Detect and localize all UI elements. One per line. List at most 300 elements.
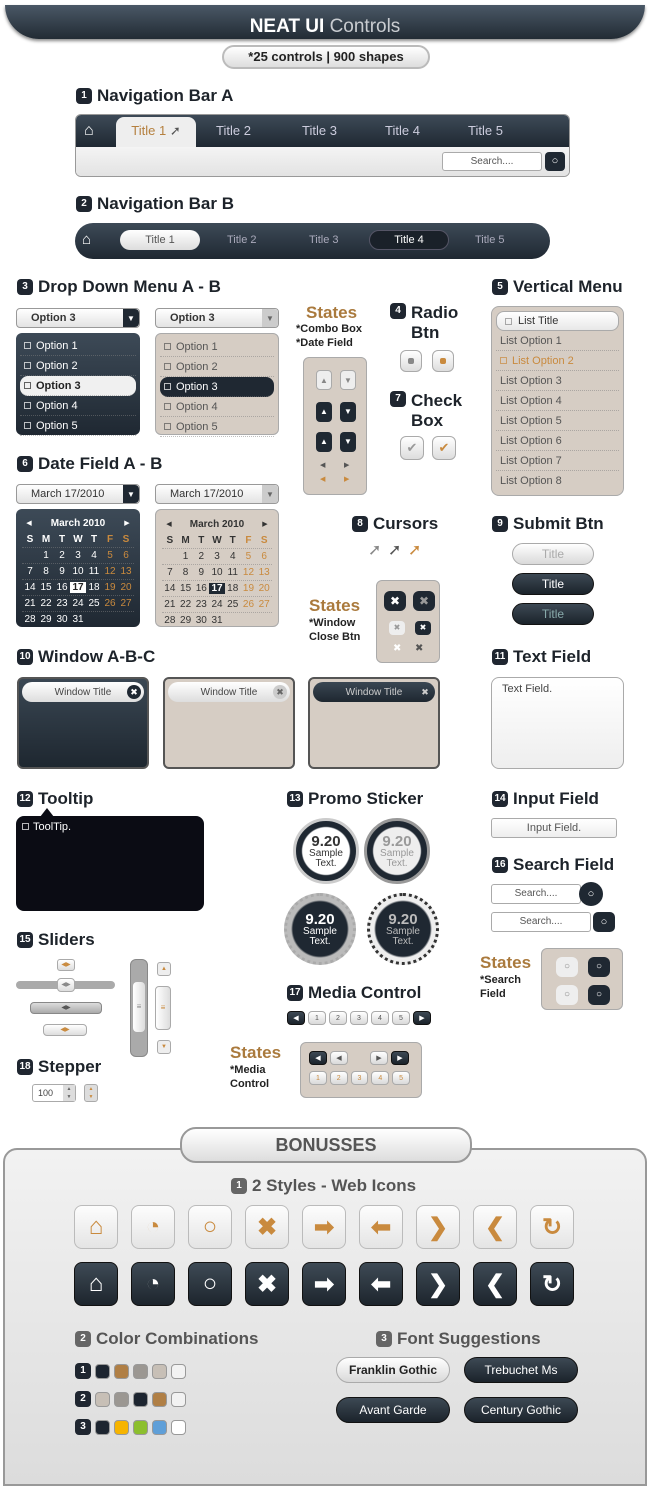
calendar-day[interactable]: 11 (227, 567, 238, 578)
font-suggestion: Century Gothic (464, 1397, 578, 1423)
color-swatch (114, 1392, 129, 1407)
color-swatch (95, 1420, 110, 1435)
states-search-panel (541, 948, 623, 1010)
nav-a-search-input[interactable]: Search.... (442, 152, 542, 171)
calendar-day[interactable]: 21 (164, 599, 176, 610)
section-title-media: 17 Media Control (287, 983, 421, 1003)
calendar-day[interactable]: 2 (198, 551, 205, 562)
section-title-window: 10 Window A-B-C (17, 647, 155, 667)
submit-button-light[interactable]: Title (512, 543, 594, 565)
media-next-button: ▶ (370, 1051, 388, 1065)
calendar-day[interactable]: 23 (56, 598, 68, 609)
combo-arrow-dark: ▲ (316, 402, 332, 422)
close-icon[interactable]: ✖ (245, 1205, 289, 1249)
calendar-day[interactable]: 27 (120, 598, 132, 609)
states-window-panel (376, 580, 440, 663)
dropdown-b-select[interactable]: Option 3 ▼ (155, 308, 279, 328)
color-swatch (95, 1392, 110, 1407)
calendar-week (162, 596, 272, 612)
cursor-icon: ➚ (166, 123, 181, 138)
close-icon: ✖ (415, 621, 431, 635)
nav-b-tab-4[interactable]: Title 4 (369, 230, 449, 250)
nav-a-tabstrip (76, 115, 569, 147)
close-icon: ✖ (413, 591, 435, 611)
nav-a-tab-3[interactable]: Title 3 (302, 123, 337, 138)
font-suggestion: Trebuchet Ms (464, 1357, 578, 1383)
vmenu-item[interactable]: List Option 6 (496, 431, 619, 451)
input-field[interactable]: Input Field. (491, 818, 617, 838)
color-swatch (133, 1420, 148, 1435)
arrow-right-icon: ▶ (344, 462, 350, 469)
vertical-menu (491, 306, 624, 496)
calendar-week (162, 580, 272, 596)
window-b-titlebar: Window Title ✖ (168, 682, 290, 702)
calendar-week (162, 612, 272, 628)
nav-bar-a (75, 114, 570, 177)
vmenu-item[interactable]: List Option 5 (496, 411, 619, 431)
weekday-label: M (41, 533, 51, 545)
calendar-month: March 2010 (50, 517, 106, 529)
vmenu-title[interactable]: List Title (496, 311, 619, 331)
calendar-day[interactable]: 21 (24, 598, 36, 609)
calendar-day[interactable]: 15 (180, 583, 192, 594)
arrow-right-icon[interactable]: ➡ (302, 1262, 346, 1306)
weekday-label: S (166, 534, 174, 546)
tooltip-pointer (40, 808, 54, 817)
calendar-day[interactable]: 6 (261, 551, 267, 562)
chevron-left-icon[interactable]: ❮ (473, 1205, 517, 1249)
dropdown-a-item[interactable]: Option 2 (20, 356, 136, 376)
calendar-day[interactable]: 27 (258, 599, 270, 610)
arrow-right-icon[interactable]: ▶ (262, 521, 268, 528)
section-title-sliders: 15 Sliders (17, 930, 95, 950)
close-icon[interactable]: ✖ (273, 685, 287, 699)
section-title-radio: 4 Radio Btn (390, 303, 458, 343)
calendar-day[interactable]: 16 (56, 582, 68, 593)
arrow-left-icon[interactable]: ◀ (26, 520, 32, 527)
slider-handle[interactable]: ◀▶ (57, 959, 75, 971)
calendar-day[interactable]: 8 (43, 566, 49, 577)
nav-b-tab-5[interactable]: Title 5 (475, 234, 505, 246)
promo-sticker: 9.20 Sample Text. (284, 893, 356, 965)
calendar-day[interactable]: 30 (56, 614, 68, 625)
radio-button-checked[interactable] (432, 350, 454, 372)
close-icon: ✖ (415, 643, 424, 654)
media-page-button: 1 (309, 1071, 327, 1085)
search-icon: ○ (588, 985, 610, 1005)
calendar-day[interactable]: 22 (40, 598, 52, 609)
states-label-media: States (230, 1043, 282, 1062)
slider-track[interactable]: ◀▶ (30, 1002, 102, 1014)
section-title-submit: 9 Submit Btn (492, 514, 604, 534)
section-title-vmenu: 5 Vertical Menu (492, 277, 623, 297)
media-page-button: 5 (392, 1071, 410, 1085)
chevron-right-icon[interactable]: ❯ (416, 1205, 460, 1249)
vmenu-item[interactable]: List Option 1 (496, 331, 619, 351)
nav-b-tab-2[interactable]: Title 2 (227, 234, 257, 246)
palette-number: 1 (75, 1363, 91, 1379)
arrow-left-icon[interactable]: ◀ (166, 521, 172, 528)
web-icons-dark (74, 1262, 574, 1306)
color-swatch (133, 1364, 148, 1379)
calendar-day[interactable]: 30 (195, 615, 207, 626)
promo-sticker: 9.20 Sample Text. (293, 818, 359, 884)
calendar-week (22, 547, 134, 563)
calendar-day[interactable]: 4 (229, 551, 236, 562)
search-icon[interactable]: ○ (188, 1262, 232, 1306)
calendar-day[interactable]: 20 (258, 583, 270, 594)
dropdown-b-item[interactable]: Option 4 (160, 397, 274, 417)
section-title-sticker: 13 Promo Sticker (287, 789, 423, 809)
media-prev-button: ◀ (330, 1051, 348, 1065)
color-palette-row (75, 1413, 190, 1441)
media-page-button[interactable]: 3 (350, 1011, 368, 1025)
close-icon[interactable]: ✖ (421, 686, 429, 697)
combo-arrow-light: ▼ (340, 370, 356, 390)
close-icon: ✖ (393, 643, 402, 654)
weekday-label: S (122, 533, 130, 545)
tooltip-box: ToolTip. (16, 816, 204, 911)
cursor-icon: ➚ (408, 542, 422, 559)
weekday-label: M (181, 534, 190, 546)
dropdown-b-item[interactable]: Option 2 (160, 357, 274, 377)
section-title-cursors: 8 Cursors (352, 514, 438, 534)
states-label-search: States (480, 953, 532, 972)
section-title-stepper: 18 Stepper (17, 1057, 101, 1077)
section-title-datefield: 6 Date Field A - B (17, 454, 162, 474)
section-title-nav-b: 2 Navigation Bar B (76, 194, 234, 214)
dropdown-b-item[interactable]: Option 1 (160, 337, 274, 357)
chevron-right-icon[interactable]: ❯ (416, 1262, 460, 1306)
chevron-down-icon: ▼ (123, 309, 139, 327)
calendar-day[interactable]: 28 (164, 615, 176, 626)
dropdown-a-item-selected[interactable]: Option 3 (20, 376, 136, 396)
dropdown-b-item[interactable]: Option 5 (160, 417, 274, 437)
color-swatch (114, 1420, 129, 1435)
dropdown-a-item[interactable]: Option 4 (20, 396, 136, 416)
bonus-fonts-title: 3 Font Suggestions (376, 1329, 541, 1349)
calendar-day[interactable]: 4 (91, 550, 97, 561)
calendar-month: March 2010 (189, 518, 245, 530)
calendar-weekdays (22, 531, 134, 547)
home-icon[interactable]: ⌂ (74, 1262, 118, 1306)
vmenu-item-active[interactable]: List Option 2 (496, 351, 619, 371)
rss-icon[interactable]: ◔ (131, 1262, 175, 1306)
calendar-day[interactable]: 31 (72, 614, 84, 625)
search-field-b[interactable]: Search.... (491, 912, 591, 932)
nav-a-tab-2[interactable]: Title 2 (216, 123, 251, 138)
calendar-week (22, 595, 134, 611)
weekday-label: F (245, 534, 252, 546)
font-suggestion: Avant Garde (336, 1397, 450, 1423)
web-icons-light (74, 1205, 574, 1249)
window-a (17, 677, 149, 769)
color-swatch (95, 1364, 110, 1379)
calendar-day[interactable]: 17 (209, 583, 225, 594)
section-title-dropdown: 3 Drop Down Menu A - B (17, 277, 221, 297)
calendar-week (162, 564, 272, 580)
states-media-panel (300, 1042, 422, 1098)
slider-handle[interactable]: ◀▶ (57, 978, 75, 992)
dropdown-a-list (16, 333, 140, 435)
calendar-day[interactable]: 9 (59, 566, 65, 577)
vmenu-item[interactable]: List Option 4 (496, 391, 619, 411)
chevron-down-icon: ▼ (262, 309, 278, 327)
nav-a-toolbar (76, 147, 569, 177)
refresh-icon[interactable]: ↻ (530, 1205, 574, 1249)
nav-a-tab-4[interactable]: Title 4 (385, 123, 420, 138)
search-icon[interactable]: ○ (593, 912, 615, 932)
states-label-combo: States (306, 303, 358, 322)
nav-b-tab-1[interactable]: Title 1 (120, 230, 200, 250)
calendar-weekdays (162, 532, 272, 548)
color-palette-row (75, 1357, 190, 1385)
calendar-day[interactable]: 26 (104, 598, 116, 609)
window-a-titlebar: Window Title ✖ (22, 682, 144, 702)
palette-number: 2 (75, 1391, 91, 1407)
cursor-icon: ➚ (368, 542, 382, 559)
media-next-button[interactable]: ▶ (413, 1011, 431, 1025)
dropdown-b-list (155, 333, 279, 435)
color-swatch (171, 1364, 186, 1379)
nav-b-tab-3[interactable]: Title 3 (309, 234, 339, 246)
media-prev-button: ◀ (309, 1051, 327, 1065)
slider-up-button[interactable]: ▲ (157, 962, 171, 976)
media-next-button: ▶ (391, 1051, 409, 1065)
calendar-day[interactable]: 2 (59, 550, 65, 561)
arrow-right-icon: ▶ (344, 476, 350, 483)
arrow-right-icon[interactable]: ▶ (124, 520, 130, 527)
vmenu-item[interactable]: List Option 3 (496, 371, 619, 391)
calendar-week (22, 611, 134, 627)
combo-arrow-dark: ▼ (340, 402, 356, 422)
text-field[interactable]: Text Field. (491, 677, 624, 769)
calendar-day[interactable]: 7 (27, 566, 33, 577)
calendar-day[interactable]: 3 (214, 551, 220, 562)
media-page-button: 4 (371, 1071, 389, 1085)
calendar-day[interactable]: 8 (182, 567, 189, 578)
media-page-button[interactable]: 1 (308, 1011, 326, 1025)
calendar-header (162, 516, 272, 532)
weekday-label: F (106, 533, 114, 545)
section-title-nav-a: 1 Navigation Bar A (76, 86, 233, 106)
checkbox-unchecked[interactable]: ✔ (400, 436, 424, 460)
combo-arrow-dark: ▲ (316, 432, 332, 452)
calendar-day[interactable]: 24 (72, 598, 84, 609)
slider-down-button[interactable]: ▼ (157, 1040, 171, 1054)
calendar-day[interactable]: 5 (245, 551, 252, 562)
calendar-week (22, 563, 134, 579)
weekday-label: W (212, 534, 222, 546)
calendar-day[interactable]: 25 (88, 598, 100, 609)
close-icon: ✖ (384, 591, 406, 611)
calendar-day[interactable]: 10 (72, 566, 84, 577)
color-swatch (152, 1420, 167, 1435)
calendar-header (22, 515, 134, 531)
calendar-day[interactable]: 16 (195, 583, 207, 594)
weekday-label: T (229, 534, 236, 546)
calendar-day[interactable]: 22 (180, 599, 192, 610)
arrow-right-icon[interactable]: ➡ (302, 1205, 346, 1249)
home-icon[interactable]: ⌂ (84, 122, 94, 139)
nav-a-tab-1[interactable]: Title 1 ➚ (116, 117, 196, 151)
arrow-left-icon[interactable]: ⬅ (359, 1205, 403, 1249)
calendar-day[interactable]: 17 (70, 582, 86, 593)
section-title-searchfield: 16 Search Field (492, 855, 614, 875)
calendar-day[interactable]: 11 (88, 566, 100, 577)
combo-arrow-light: ▲ (316, 370, 332, 390)
date-field-b[interactable]: March 17/2010 ▼ (155, 484, 279, 504)
submit-button-dark[interactable]: Title (512, 573, 594, 595)
combo-arrow-dark: ▼ (340, 432, 356, 452)
calendar-day[interactable]: 5 (107, 550, 113, 561)
media-prev-button[interactable]: ◀ (287, 1011, 305, 1025)
header-subtitle: *25 controls | 900 shapes (222, 45, 430, 69)
weekday-label: S (260, 534, 268, 546)
calendar-day[interactable]: 28 (24, 614, 36, 625)
calendar-day[interactable]: 19 (104, 582, 116, 593)
stepper-arrows[interactable]: ▲ ▼ (84, 1084, 98, 1102)
calendar-day[interactable]: 14 (164, 583, 176, 594)
weekday-label: T (198, 534, 205, 546)
calendar-day[interactable]: 25 (227, 599, 239, 610)
color-swatch (152, 1364, 167, 1379)
states-combo-note: *Combo Box *Date Field (296, 323, 362, 349)
section-title-textfield: 11 Text Field (492, 647, 591, 667)
states-combo-panel (303, 357, 367, 495)
slider-vertical[interactable] (130, 959, 148, 1057)
calendar-day[interactable]: 26 (242, 599, 255, 610)
calendar-day[interactable]: 6 (123, 550, 129, 561)
calendar-day[interactable]: 18 (88, 582, 100, 593)
page-title: NEAT UI Controls (249, 16, 401, 37)
calendar-day[interactable]: 12 (242, 567, 255, 578)
dropdown-a-item[interactable]: Option 5 (20, 416, 136, 436)
close-icon: ✖ (389, 621, 405, 635)
stepper-arrows[interactable]: ▲ ▼ (63, 1085, 75, 1101)
calendar-day[interactable]: 23 (195, 599, 207, 610)
states-media-note: *Media Control (230, 1064, 270, 1090)
calendar-a (16, 509, 140, 627)
close-icon[interactable]: ✖ (127, 685, 141, 699)
calendar-day[interactable]: 12 (104, 566, 116, 577)
slider-track[interactable]: ◀▶ (43, 1024, 87, 1036)
search-field-a[interactable]: Search.... (491, 884, 581, 904)
calendar-b (155, 509, 279, 627)
media-page-button: 2 (330, 1071, 348, 1085)
weekday-label: T (90, 533, 98, 545)
calendar-day[interactable]: 31 (211, 615, 223, 626)
calendar-day[interactable]: 1 (43, 550, 49, 561)
calendar-day[interactable]: 9 (198, 567, 205, 578)
calendar-day[interactable]: 14 (24, 582, 36, 593)
calendar-day[interactable]: 15 (40, 582, 52, 593)
media-page-button[interactable]: 4 (371, 1011, 389, 1025)
weekday-label: S (26, 533, 34, 545)
window-b (163, 677, 295, 769)
dropdown-b-item-selected[interactable]: Option 3 (160, 377, 274, 397)
weekday-label: W (73, 533, 83, 545)
refresh-icon[interactable]: ↻ (530, 1262, 574, 1306)
checkbox-checked[interactable]: ✔ (432, 436, 456, 460)
calendar-day[interactable]: 18 (227, 583, 239, 594)
slider-vertical-b[interactable]: ≡ (155, 986, 171, 1030)
media-control (287, 1011, 434, 1025)
calendar-day[interactable]: 7 (167, 567, 173, 578)
calendar-day[interactable]: 1 (182, 551, 189, 562)
color-palette-row (75, 1385, 190, 1413)
stepper-input[interactable]: 100 ▲ ▼ (32, 1084, 76, 1102)
search-icon[interactable]: ○ (188, 1205, 232, 1249)
window-c-titlebar: Window Title ✖ (313, 682, 435, 702)
color-swatch (133, 1392, 148, 1407)
states-search-note: *Search Field (480, 974, 521, 1000)
font-suggestion: Franklin Gothic (336, 1357, 450, 1383)
calendar-day[interactable]: 20 (120, 582, 132, 593)
bonus-colors-title: 2 Color Combinations (75, 1329, 258, 1349)
states-label-window: States (309, 596, 361, 615)
nav-a-tab-5[interactable]: Title 5 (468, 123, 503, 138)
calendar-day[interactable]: 29 (40, 614, 52, 625)
weekday-label: T (58, 533, 66, 545)
search-icon: ○ (588, 957, 610, 977)
slider-handle[interactable]: ≡ (133, 982, 145, 1032)
dropdown-a-item[interactable]: Option 1 (20, 336, 136, 356)
date-field-a[interactable]: March 17/2010 ▼ (16, 484, 140, 504)
chevron-left-icon[interactable]: ❮ (473, 1262, 517, 1306)
calendar-day[interactable]: 13 (258, 567, 270, 578)
search-icon: ○ (556, 985, 578, 1005)
promo-sticker: 9.20 Sample Text. (367, 893, 439, 965)
bonus-icons-title: 1 2 Styles - Web Icons (231, 1176, 416, 1196)
media-page-button[interactable]: 5 (392, 1011, 410, 1025)
calendar-day[interactable]: 19 (242, 583, 255, 594)
home-icon[interactable]: ⌂ (74, 1205, 118, 1249)
bonus-title: BONUSSES (180, 1127, 472, 1163)
cursor-icon: ➚ (388, 542, 402, 559)
search-icon[interactable]: ○ (545, 152, 565, 171)
search-icon: ○ (556, 957, 578, 977)
states-window-note: *Window Close Btn (309, 617, 361, 643)
window-c (308, 677, 440, 769)
nav-bar-b (75, 223, 550, 259)
arrow-left-icon[interactable]: ⬅ (359, 1262, 403, 1306)
calendar-day[interactable]: 13 (120, 566, 132, 577)
rss-icon[interactable]: ◔ (131, 1205, 175, 1249)
media-page-button[interactable]: 2 (329, 1011, 347, 1025)
palette-number: 3 (75, 1419, 91, 1435)
vmenu-item[interactable]: List Option 8 (500, 475, 562, 487)
calendar-day[interactable]: 10 (211, 567, 223, 578)
vmenu-item[interactable]: List Option 7 (496, 451, 619, 471)
chevron-down-icon: ▼ (123, 485, 139, 503)
search-icon[interactable]: ○ (579, 882, 603, 906)
color-swatch (152, 1392, 167, 1407)
calendar-week (22, 579, 134, 595)
arrow-left-icon: ◀ (320, 462, 326, 469)
submit-button-dark-pressed[interactable]: Title (512, 603, 594, 625)
calendar-day[interactable]: 24 (211, 599, 223, 610)
calendar-week (162, 548, 272, 564)
close-icon[interactable]: ✖ (245, 1262, 289, 1306)
arrow-left-icon: ◀ (320, 476, 326, 483)
calendar-day[interactable]: 3 (75, 550, 81, 561)
radio-button-unchecked[interactable] (400, 350, 422, 372)
dropdown-a-select[interactable]: Option 3 ▼ (16, 308, 140, 328)
chevron-down-icon: ▼ (262, 485, 278, 503)
home-icon[interactable]: ⌂ (82, 231, 92, 248)
calendar-day[interactable]: 29 (180, 615, 192, 626)
